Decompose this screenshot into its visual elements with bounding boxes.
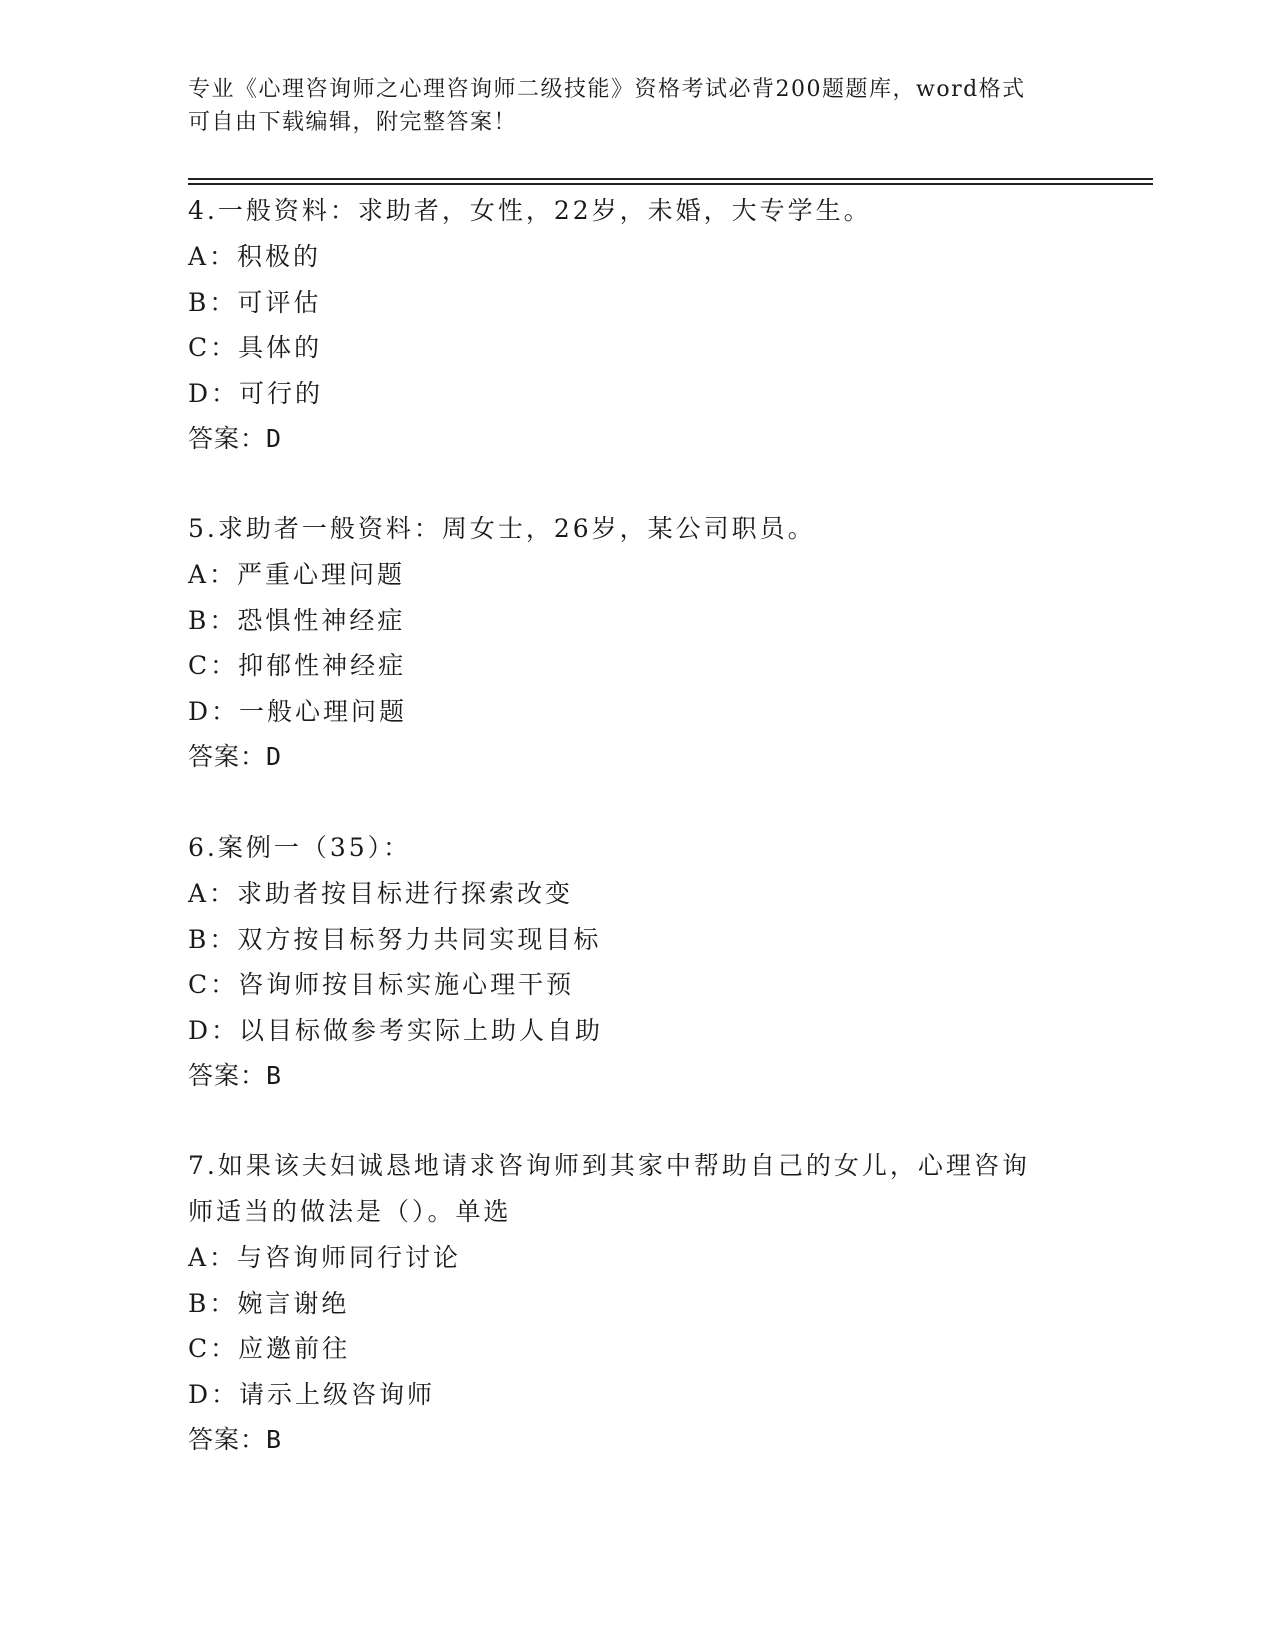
answer-line	[188, 1417, 1088, 1463]
answer-label: 答案：	[188, 424, 267, 453]
question-4	[188, 188, 1088, 462]
option-b: B：恐惧性神经症	[188, 605, 406, 635]
option-d: D：一般心理问题	[188, 696, 408, 726]
answer-label: 答案：	[188, 742, 267, 771]
option-c: C：具体的	[188, 333, 323, 362]
header-title-line-2: 可自由下载编辑，附完整答案！	[188, 110, 518, 135]
option-b: B：双方按目标努力共同实现目标	[188, 924, 602, 954]
answer-label: 答案：	[188, 1425, 267, 1454]
option-b: B：可评估	[188, 287, 322, 317]
option-b: B：婉言谢绝	[188, 1288, 350, 1318]
header-divider-bottom	[188, 183, 1153, 185]
question-7	[188, 1143, 1088, 1463]
question-5	[188, 506, 1088, 780]
question-stem: 4.一般资料：求助者，女性，22岁，未婚，大专学生。	[188, 196, 872, 225]
option-a: A：与咨询师同行讨论	[188, 1243, 462, 1272]
question-stem: 5.求助者一般资料：周女士，26岁，某公司职员。	[188, 514, 816, 543]
header-divider-top	[188, 178, 1153, 180]
question-stem-line-1: 7.如果该夫妇诚恳地请求咨询师到其家中帮助自己的女儿，心理咨询	[188, 1151, 1030, 1180]
answer-line	[188, 416, 1088, 462]
option-c: C：应邀前往	[188, 1334, 351, 1363]
option-d: D：以目标做参考实际上助人自助	[188, 1015, 604, 1045]
question-stem: 6.案例一（35）：	[188, 833, 412, 862]
answer-line	[188, 1053, 1088, 1099]
option-a: A：求助者按目标进行探索改变	[188, 879, 574, 908]
answer-value: D	[266, 424, 283, 453]
answer-line	[188, 734, 1088, 780]
option-d: D：请示上级咨询师	[188, 1379, 436, 1409]
option-c: C：抑郁性神经症	[188, 651, 407, 680]
document-header	[188, 73, 1068, 139]
answer-value: D	[266, 742, 283, 771]
answer-value: B	[266, 1425, 283, 1454]
header-title-line-1: 专业《心理咨询师之心理咨询师二级技能》资格考试必背200题题库，word格式	[188, 77, 1026, 102]
question-stem-line-2: 师适当的做法是（）。单选	[188, 1197, 512, 1226]
option-a: A：严重心理问题	[188, 560, 406, 589]
answer-value: B	[266, 1061, 283, 1090]
answer-label: 答案：	[188, 1061, 267, 1090]
question-6	[188, 825, 1088, 1099]
option-c: C：咨询师按目标实施心理干预	[188, 970, 575, 999]
option-a: A：积极的	[188, 242, 322, 271]
option-d: D：可行的	[188, 378, 324, 408]
